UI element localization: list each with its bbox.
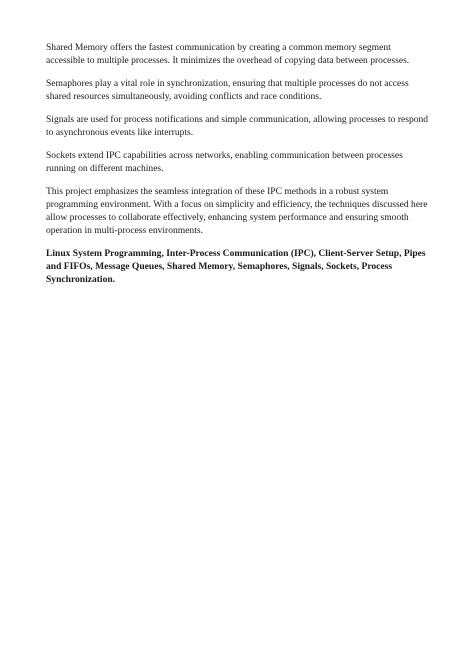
paragraph-project-summary: This project emphasizes the seamless integration of these IPC methods in a robust system programming environment. With a focus on simplicity and efficiency, the techniques discussed here allow processes to collaborate effectively, enhancing system performance and ensuring smooth operation in multi-process environments. bbox=[46, 186, 428, 236]
paragraph-signals: Signals are used for process notifications and simple communication, allowing processes to respond to asynchronous events like interrupts. bbox=[46, 114, 429, 138]
paragraph-shared-memory: Shared Memory offers the fastest communication by creating a common memory segment accessible to multiple processes. It minimizes the overhead of copying data between processes. bbox=[46, 42, 410, 66]
document-body bbox=[46, 41, 431, 286]
paragraph-sockets: Sockets extend IPC capabilities across networks, enabling communication between processes running on different machines. bbox=[46, 150, 403, 174]
paragraph-semaphores: Semaphores play a vital role in synchronization, ensuring that multiple processes do not access shared resources simultaneously, avoiding conflicts and race conditions. bbox=[46, 78, 409, 102]
keywords-line: Linux System Programming, Inter-Process Communication (IPC), Client-Server Setup, Pipes and FIFOs, Message Queues, Shared Memory, Semaphores, Signals, Sockets, Process Synchronization. bbox=[46, 248, 426, 285]
